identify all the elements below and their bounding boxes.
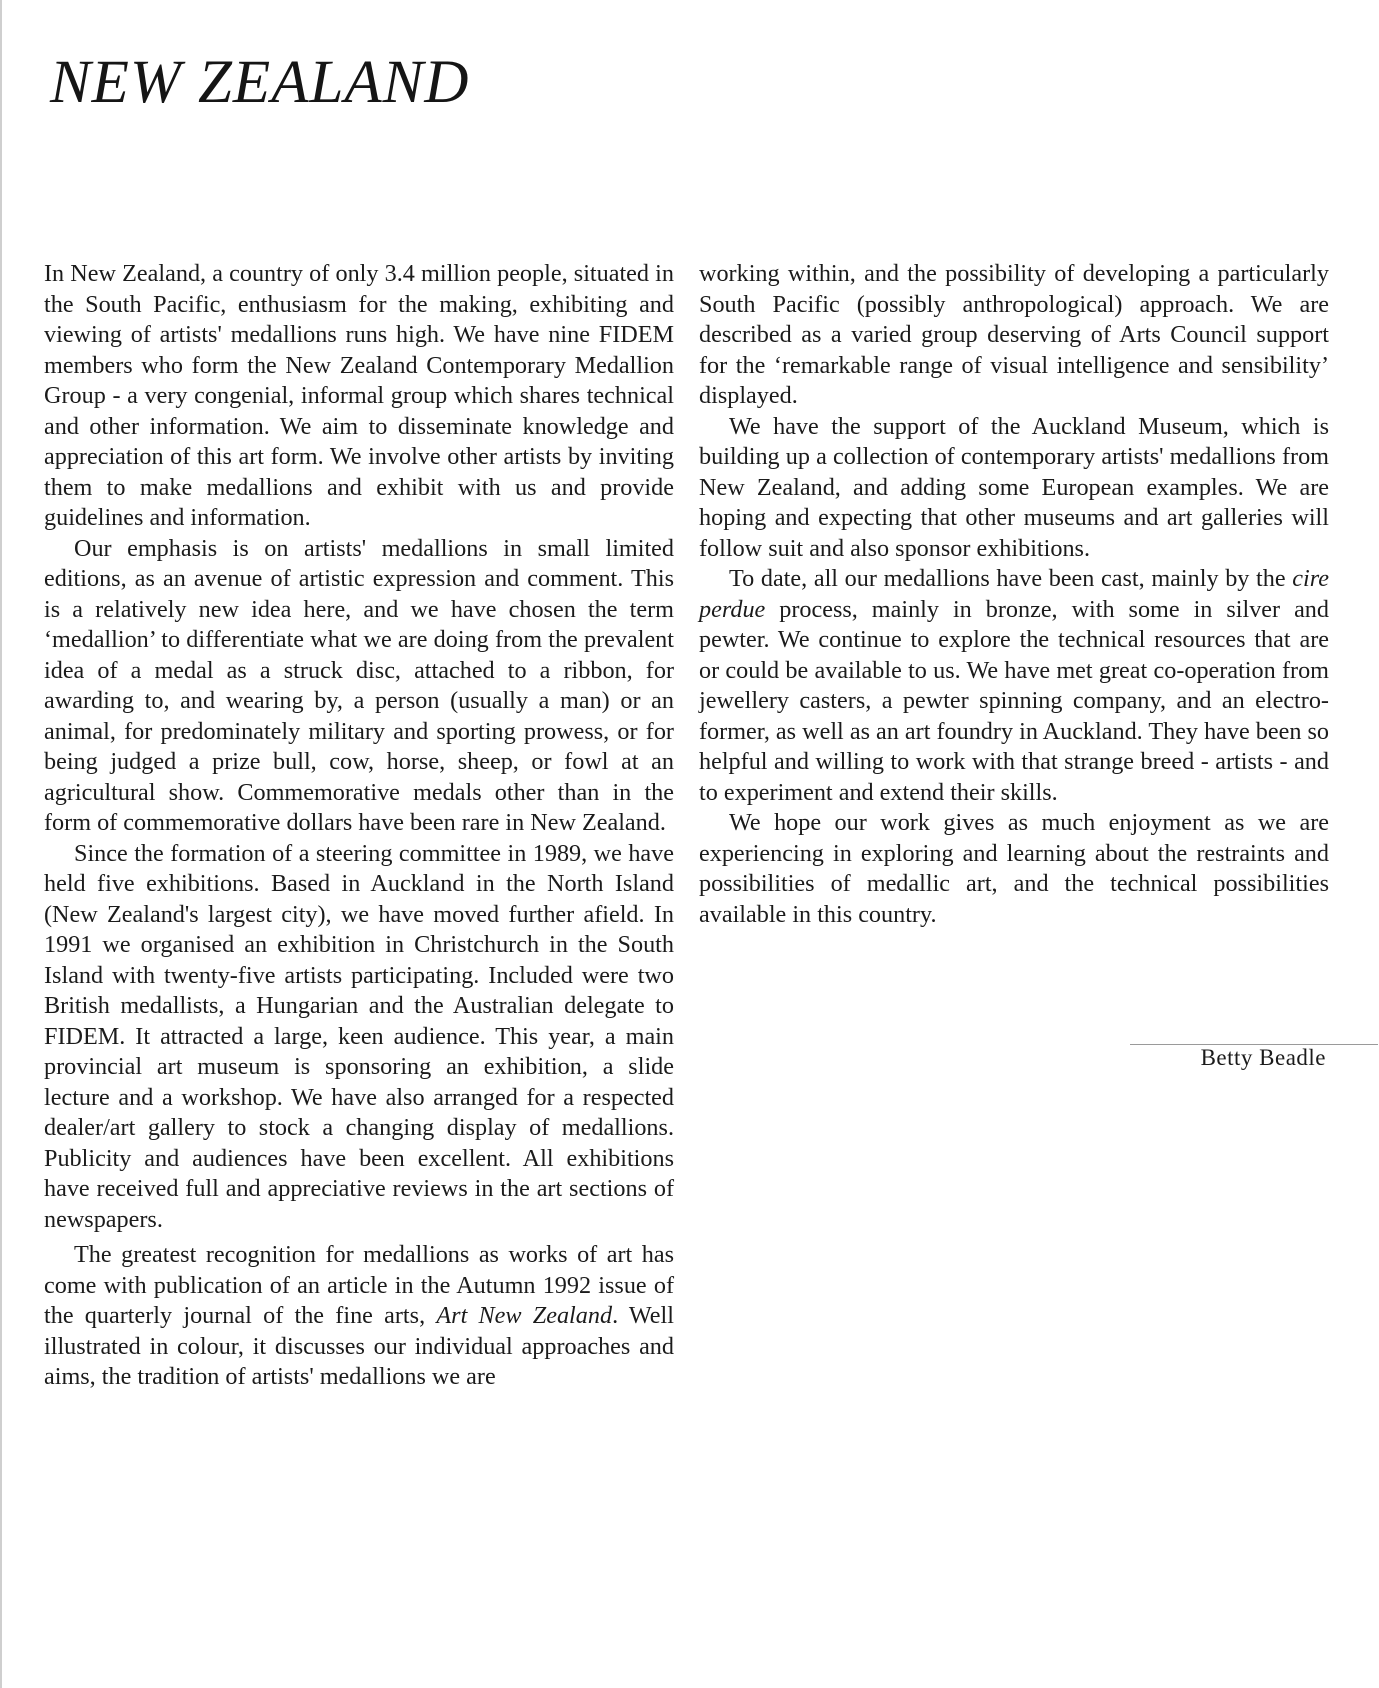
casting-text-start: To date, all our medallions have been cast, mainly by the: [729, 565, 1293, 592]
paragraph-emphasis: Our emphasis is on artists' medallions in small limited editions, as an avenue of artistic expression and comment. This is a relatively new idea here, and we have chosen the term ‘medallion’ to differentiate what we are doing from the prevalent idea of a medal as a struck disc, attached to a ribbon, for awarding to, and wearing by, a person (usually a man) or an animal, for predominately military and sporting prowess, or for being judged a prize bull, cow, horse, sheep, or fowl at an agricultural show. Commemorative medals other than in the form of commemorative dollars have been rare in New Zealand.: [44, 534, 674, 836]
paragraph-intro: In New Zealand, a country of only 3.4 million people, situated in the South Pacific, enthusiasm for the making, exhibiting and viewing of artists' medallions runs high. We have nine FIDEM members who form the New Zealand Contemporary Medallion Group - a very congenial, informal group which shares technical and other information. We aim to disseminate knowledge and appreciation of this art form. We involve other artists by inviting them to make medallions and exhibit with us and provide guidelines and information.: [44, 260, 674, 531]
recognition-text-start: The greatest recognition for medallions as works of art has come with publication of an article in the Autumn 1992 issue of the quarterly journal of the fine arts,: [44, 1241, 674, 1329]
article-column-left: [44, 259, 674, 1393]
paragraph-closing: We hope our work gives as much enjoyment as we are experiencing in exploring and learning about the restraints and possibilities of medallic art, and the technical possibilities available in this country.: [699, 809, 1329, 928]
author-signature: Betty Beadle: [1200, 1045, 1326, 1070]
paragraph-recognition: [44, 1240, 674, 1393]
article-column-right: [699, 259, 1329, 930]
page-title: NEW ZEALAND: [50, 49, 470, 116]
paragraph-exhibitions: Since the formation of a steering committee in 1989, we have held five exhibitions. Based in Auckland in the North Island (New Zealand's largest city), we have moved further afield. In 1991 we organised an exhibition in Christchurch in the South Island with twenty-five artists participating. Included were two British medallists, a Hungarian and the Australian delegate to FIDEM. It attracted a large, keen audience. This year, a main provincial art museum is sponsoring an exhibition, a slide lecture and a workshop. We have also arranged for a respected dealer/art gallery to stock a changing display of medallions. Publicity and audiences have been excellent. All exhibitions have received full and appreciative reviews in the art sections of newspapers.: [44, 839, 674, 1233]
paragraph-continuation: working within, and the possibility of developing a particularly South Pacific (possibly anthropological) approach. We are described as a varied group deserving of Arts Council support for the ‘remarkable range of visual intelligence and sensibility’ displayed.: [699, 260, 1329, 409]
process-term: cire perdue: [699, 565, 1329, 623]
journal-title: Art New Zealand: [436, 1302, 613, 1329]
paragraph-casting: [699, 564, 1329, 808]
casting-text-end: process, mainly in bronze, with some in silver and pewter. We continue to explore the technical resources that are or could be available to us. We have met great co-operation from jewellery casters, a pewter spinning company, and an electro-former, as well as an art foundry in Auckland. They have been so helpful and willing to work with that strange breed - artists - and to experiment and extend their skills.: [699, 595, 1329, 806]
page-edge: [0, 0, 2, 1688]
paragraph-museum: We have the support of the Auckland Museum, which is building up a collection of contemporary artists' medallions from New Zealand, and adding some European examples. We are hoping and expecting that other museums and art galleries will follow suit and also sponsor exhibitions.: [699, 412, 1329, 562]
recognition-text-end: . Well illustrated in colour, it discusses our individual approaches and aims, the tradition of artists' medallions we are: [44, 1302, 674, 1390]
